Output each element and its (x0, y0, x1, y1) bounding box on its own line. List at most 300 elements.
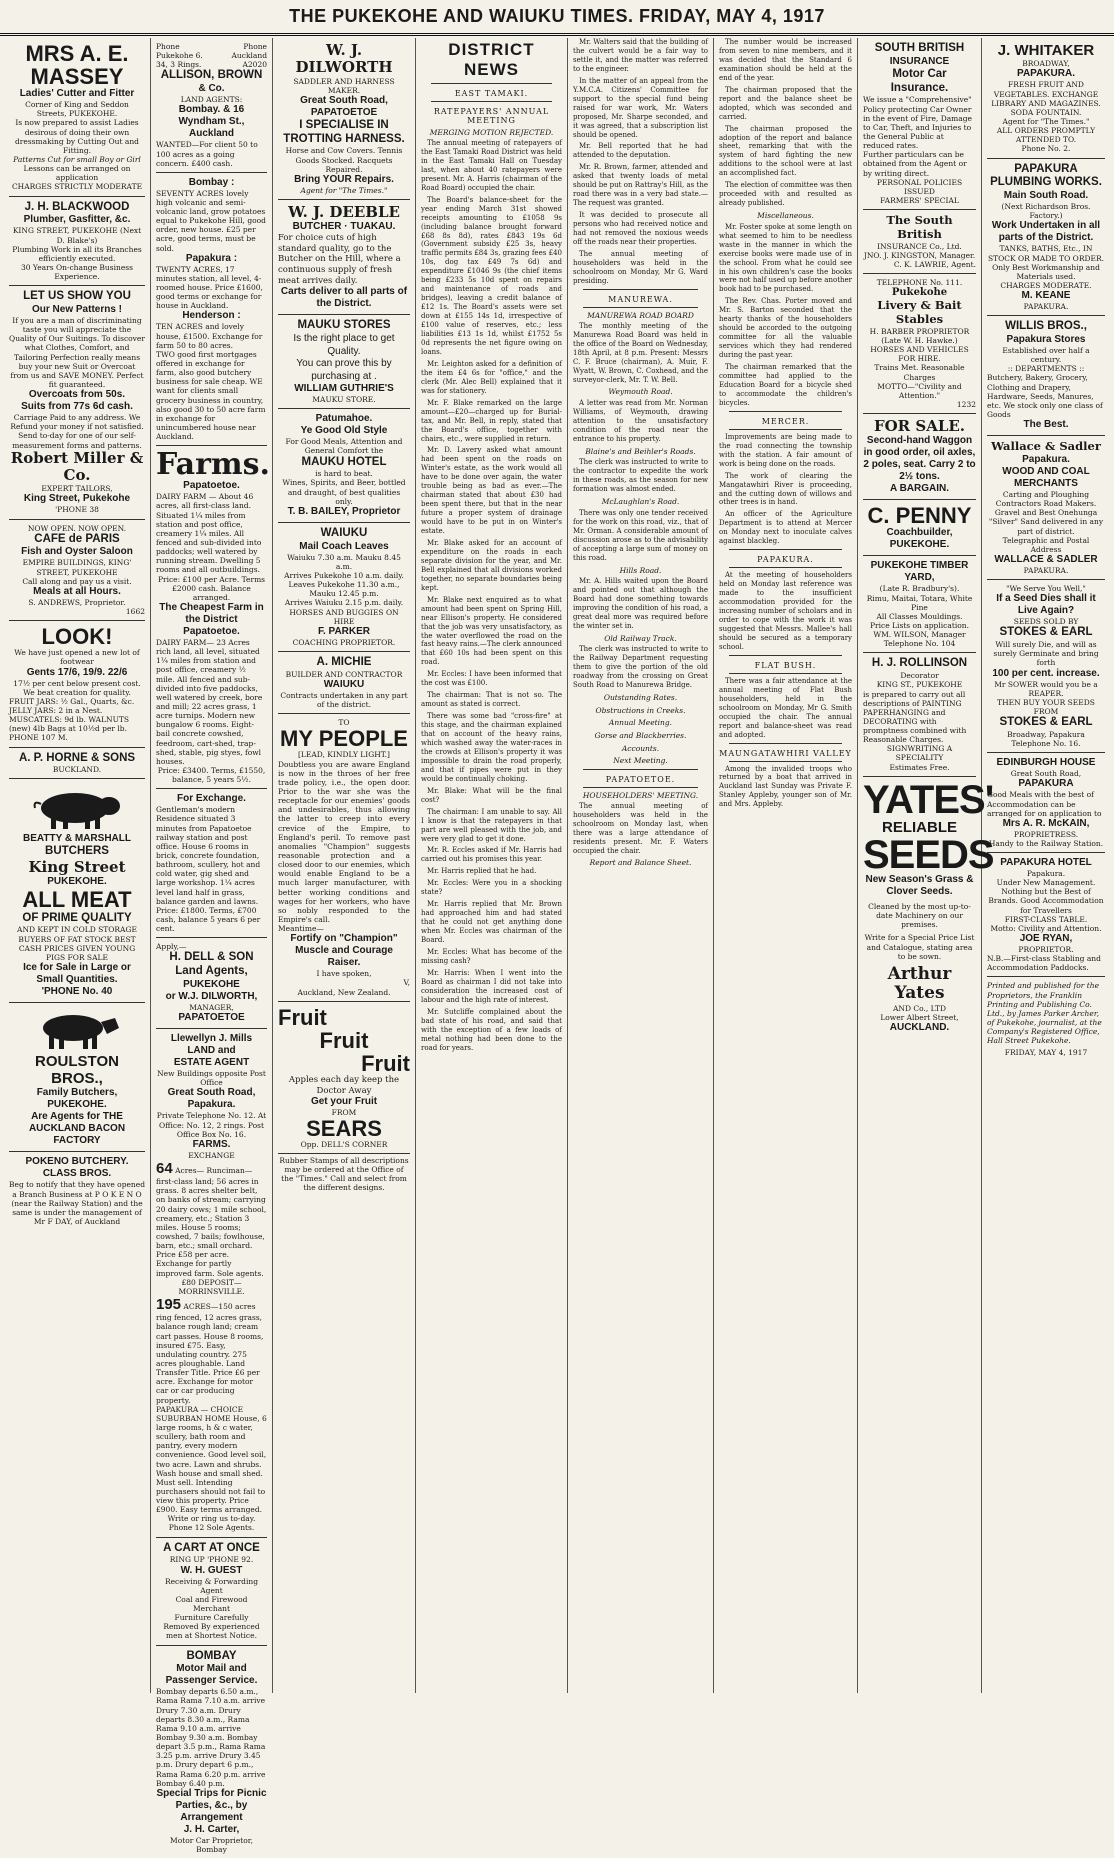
subhead: Report and Balance Sheet. (589, 858, 692, 868)
british2-ins: INSURANCE Co., Ltd. (877, 241, 962, 251)
timber-head: PUKEKOHE TIMBER YARD, (870, 560, 969, 584)
timber-phone: Telephone No. 104 (883, 639, 956, 649)
para: Mr. R. Brown, farmer, attended and asked that twenty loads of metal should be put on Rattray's Hill, as the road there was in a very bad state.—The request was granted. (573, 163, 708, 208)
para: Mr. R. Eccles asked if Mr. Harris had carried out his promises this year. (421, 846, 562, 864)
willis-stores: Papakura Stores (1006, 334, 1086, 346)
horne-ad (9, 748, 145, 780)
para: There was only one tender received for the work on this road, viz., that of Mr. Orman. A considerable amount of discussion arose as to the advisability of accepting a large sum of money on this road. (573, 508, 708, 562)
deeble-sub: BUTCHER · TUAKAU. (292, 221, 396, 233)
livery-prop: H. BARBER PROPRIETOR (Late W. H. Hawke.) (869, 326, 970, 345)
para: The chairman remarked that the committee had applied to the Education Board for a bicycle shed to accommodate the children's bicycles. (719, 363, 852, 407)
farms2-ex: EXCHANGE (188, 1150, 235, 1160)
look-disc: 17½ per cent below present cost. (13, 678, 141, 688)
bombay2-prop: Motor Car Proprietor, Bombay (170, 1835, 253, 1855)
cart-head: A CART AT ONCE (163, 1541, 260, 1554)
fruit-apples: Apples each day keep the Doctor Away (288, 1074, 400, 1096)
manurewa-sub: MANUREWA ROAD BOARD (587, 310, 694, 320)
edin-prop: PROPRIETRESS. (1013, 829, 1079, 839)
district-news-head: DISTRICT NEWS (448, 40, 535, 79)
people-to: TO (338, 718, 350, 728)
people-v: V, (403, 978, 410, 988)
bombay-motor-ad (156, 1646, 267, 1858)
wallace-name: Wallace & Sadler (991, 439, 1101, 454)
para: The chairman: I am unable to say. All I know is that the ratepayers in that part are well pleased with the job, and were very glad to get it done. (421, 807, 562, 843)
deeble-name: W. J. DEEBLE (288, 202, 400, 221)
wallace-ad (987, 436, 1105, 580)
allison-addr: Bombay. & 16 Wyndham St., Auckland (178, 104, 245, 140)
papakura-body (719, 571, 852, 652)
para: A letter was read from Mr. Norman Williams, of Weymouth, drawing attention to the unsatisfactory condition of the road near the entrance to his property. (573, 399, 708, 443)
miller-street: King Street, Pukekohe (23, 493, 131, 505)
column-3 (273, 38, 416, 1693)
michie-name: A. MICHIE (316, 655, 372, 668)
waiuku-head: WAIUKU (320, 526, 368, 539)
roulston-sub: Family Butchers, (36, 1087, 118, 1099)
farms2-t2: ACRES—150 acres ring fenced, 12 acres grass, balance rough land; cream cart passes. House 8 rooms, insured £75. Easy, undulating country. 275 acres ploughable. Land Transfer Title. Price £6 per acre. Exchange for motor car or car producing property. (156, 1302, 264, 1405)
whitaker-all: ALL ORDERS PROMPTLY ATTENDED TO. (996, 126, 1096, 145)
mills-name: Llewellyn J. Mills (170, 1033, 253, 1045)
para: At the meeting of householders held on Monday last reference was made to the insufficient accommodation provided for the increasing number of scholars and in order to cope with the work it was suggested that Messrs. Mallee's hall should be secured as a temporary school. (719, 571, 852, 651)
roulston-agents: Are Agents for THE AUCKLAND BACON FACTORY (28, 1111, 126, 1147)
para: Among the invalided troops who returned by a boat that arrived in Auckland last Sunday was Private F. Stanley Appleby, younger son of Mr. and Mrs. Appleby. (719, 764, 852, 809)
dilworth-agent: Agent for "The Times." (300, 185, 388, 195)
para: Mr. Eccles: Were you in a shocking state? (421, 879, 562, 897)
cafe-name: CAFE de PARIS (34, 532, 120, 545)
pokeno-sub: CLASS BROS. (42, 1168, 112, 1180)
plumb-tanks: TANKS, BATHS, Etc., IN STOCK OR MADE TO ORDER. (987, 244, 1104, 263)
newspaper-page (4, 38, 1110, 1855)
miller-phone: 'PHONE 38 (55, 505, 99, 515)
subhead: Next Meeting. (613, 756, 668, 766)
look-ad (9, 621, 145, 747)
dell-agents: Land Agents, (175, 965, 248, 978)
patumahoe-wines: Wines, Spirits, and Beer, bottled and draught, of best qualities only. (282, 478, 406, 506)
para: Mr. Bell reported that he had attended to the deputation. (573, 142, 708, 160)
stokes-then: THEN BUY YOUR SEEDS FROM (997, 697, 1095, 716)
pokeno-ad (9, 1152, 145, 1230)
column-6 (714, 38, 858, 1693)
willis-ad (987, 316, 1105, 436)
para: The annual meeting of ratepayers of the East Tamaki Road District was held in the East Tamaki Hall on Tuesday last, when about 40 ratepayers were present. Mr. A. Harris (chairman of the Road Board) occupied the chair. (421, 139, 562, 192)
livery-trains: Trains Met. Reasonable Charges (874, 363, 965, 382)
roulston-ad (9, 1003, 145, 1153)
rollinson-addr: KING ST., PUKEKOHE (876, 680, 963, 690)
mercer-body (719, 433, 852, 546)
look-phone: PHONE 107 M. (9, 733, 68, 743)
subhead: McLaughlan's Road. (601, 497, 680, 507)
plumb-town: PAPAKURA. (1023, 302, 1069, 312)
fruit-from: FROM (331, 1108, 357, 1118)
stokes-name: STOKES & EARL (999, 626, 1093, 639)
livery-horses: HORSES AND VEHICLES FOR HIRE. (870, 345, 969, 364)
rollinson-ad (863, 653, 976, 776)
patumahoe-prop: T. B. BAILEY, Proprietor (287, 505, 401, 517)
edin-handy: Handy to the Railway Station. (988, 838, 1104, 848)
willis-best: The Best. (1023, 419, 1069, 431)
para: The chairman proposed that the report and the balance sheet be adopted, which was seconded and carried. (719, 85, 852, 121)
michie-t: Contracts undertaken in any part of the district. (280, 690, 408, 710)
miller-text: If you are a man of discriminating taste you will appreciate the Quality of Our Suitings. To discover what Clothes, Comfort, and Tailoring Perfection really means buy your new Suit or Overcoat from us and SAVE MONEY. Perfect fit guaranteed. (9, 316, 145, 390)
para: There was a fair attendance at the annual meeting of Flat Bush householders, held in the schoolroom on Monday, Mr G. Smith occupied the chair. The annual report and balance-sheet was read and adopted. (719, 676, 852, 739)
people-ad (278, 714, 410, 1001)
bombay-t1: SEVENTY ACRES lovely high volcanic and semi-volcanic land, grow potatoes equal to Pukekohe Hill, good order, new house. £25 per acre, good terms, must be sold. (156, 188, 266, 253)
papakura-head: PAPAKURA. (757, 555, 814, 565)
dilworth-ad (278, 38, 410, 200)
para: The number would be increased from seven to nine members, and it was decided that the Standard 6 examination should be held at the end of the year. (719, 38, 852, 82)
whitaker-name: J. WHITAKER (997, 42, 1095, 59)
para: Mr. Blake asked for an account of expenditure on the roads in each separate division for the year, and Mr. Bell explained that all divisions worked together, no separate boundaries being kept. (421, 538, 562, 592)
mills-land: LAND and (187, 1045, 236, 1057)
edin-name: EDINBURGH HOUSE (996, 757, 1096, 769)
south-british-ad (863, 38, 976, 210)
edin-road: Great South Road, (1010, 769, 1082, 779)
miller-overcoats: Overcoats from 50s. (28, 389, 126, 401)
plumb-name2: M. KEANE (1021, 290, 1071, 302)
para: There was some bad "cross-fire" at this stage, and the chairman explained that on account of the heavy rains, which washed away the water-races in the crowds at Ellison's property it was impossible to drain the road properly, and that if pipes were put in they would be continually choking. (421, 712, 562, 783)
exchange-text: Gentleman's modern Residence situated 3 minutes from Papatoetoe railway station and post office. House 6 rooms in brick, concrete foundation, bathroom, scullery, hot and cold water, gig shed and large workshop. 1¼ acres level land half in grass, balance garden and lawns. Price: £1800. Terms, £700 cash, balance 5 years 6 per cent. (156, 805, 261, 934)
allison-phone2: Phone Auckland A2020 (231, 42, 267, 70)
para: An officer of the Agriculture Department is to attend at Mercer on Monday next to inoculate calves against blackleg. (719, 510, 852, 546)
massey-ad (9, 38, 145, 197)
exchange-ad (156, 789, 267, 938)
stokes-sower: Mr SOWER would you be a REAPER. (994, 679, 1098, 698)
dell-or: or W.J. DILWORTH, (165, 990, 258, 1002)
miller-lead2: Our New Patterns ! (31, 304, 123, 316)
wallace-town2: PAPAKURA. (1023, 565, 1069, 575)
wallace-cart: Carting and Ploughing Contractors Road Makers. (995, 489, 1097, 509)
beatty-street: King Street (28, 858, 126, 877)
hotel-name2: JOE RYAN, (1019, 933, 1073, 945)
waiuku-t4: Arrives Waiuku 2.15 p.m. daily. (284, 598, 404, 608)
pig-cut-icon (9, 786, 145, 830)
para: Mr. Blake: What will be the final cost? (421, 786, 562, 804)
plumbing-ad (987, 159, 1105, 317)
dilworth-name: W. J. DILWORTH (295, 41, 393, 77)
hotel-text: Nothing but the Best of Brands. Good Accommodation for Travellers (988, 887, 1104, 915)
para: The election of committee was then proceeded with and resulted as already published. (719, 181, 852, 208)
subhead: Old Railway Track. (604, 633, 677, 643)
rollinson-sign: SIGNWRITING A SPECIALITY (886, 744, 953, 763)
stokes-if: If a Seed Dies shall it Live Again? (996, 593, 1096, 617)
willis-est: Established over half a century. (1002, 346, 1090, 365)
maungatawhiri-head: MAUNGATAWHIRI VALLEY (719, 748, 852, 758)
plumb-road: Main South Road. (1003, 190, 1089, 202)
bombay-t4: TWO good first mortgages offered in exchange for farm, also good butchery business for sale cheap. WE want for clients small grocery business in country, also good 30 to 50 acre farm in exchange for unincumbered house near Auckland. (156, 349, 266, 442)
sale-t1: Second-hand Waggon in good order, oil axles, 2 poles, seat. Carry 2 to 2½ tons. (863, 435, 976, 483)
para: Mr. Leighton asked for a definition of the item £4 6s for "office," and the clerk (Mr. Alec Bell) explained that it was for stationery. (421, 359, 562, 395)
yates-new: New Season's Grass & Clover Seeds. (865, 874, 974, 898)
column-8 (982, 38, 1110, 1693)
cart-name: W. H. GUEST (180, 1564, 243, 1576)
column-7 (858, 38, 994, 1693)
papatoetoe-body (573, 802, 708, 868)
dilworth-spec: I SPECIALISE IN TROTTING HARNESS. (283, 118, 405, 145)
british-motor: Motor Car Insurance. (890, 67, 949, 94)
bombay2-special: Special Trips for Picnic Parties, &c., by Arrangement (156, 1787, 267, 1823)
british2-mgr: JNO. J. KINGSTON, Manager. (863, 250, 976, 260)
yates-write: Write for a Special Price List and Catalogue, stating area to be sown. (864, 933, 975, 961)
farms2-write: Write or ring us to-day. Phone 12 Sole Agents. (167, 1514, 256, 1533)
farms-t2: DAIRY FARM— 23 Acres rich land, all level, situated 1¼ miles from station and post office, creamery ½ mile. All fenced and sub-divided into five paddocks, well watered by creek, bore and mill; 22 acres grass, 1 acre turnips. Modern new bungalow 6 rooms. Eight-bail concrete cowshed, feedroom, cart-shed, trap-shed, stable, pig styes, fowl houses. (156, 637, 263, 766)
fruit-ad (278, 1002, 410, 1196)
imprint-date: FRIDAY, MAY 4, 1917 (1004, 1048, 1088, 1058)
mauku-head: MAUKU STORES (297, 319, 391, 332)
livery-ad (863, 274, 976, 414)
subhead: Miscellaneous. (757, 211, 814, 221)
mills-text: New Buildings opposite Post Office (157, 1069, 266, 1088)
blackwood-ad (9, 197, 145, 287)
fruit-word-3: Fruit (361, 1050, 410, 1076)
para: The Rev. Chas. Porter moved and Mr. S. Barton seconded that the hearty thanks of the householders should be accorded to the outgoing committee for all the valuable services which they had rendered during the past year. (719, 297, 852, 360)
people-spoken: I have spoken, (316, 969, 372, 979)
whitaker-soda: SODA FOUNTAIN. (1010, 107, 1082, 117)
para: Mr. Sutcliffe complained about the bad state of his road, and said that with the exception of a few loads of metal nothing had been done to the road for years. (421, 1007, 562, 1052)
para: The work of clearing the Mangatawhiri River is proceeding, and the cutting down of willows and other trees is in hand. (719, 471, 852, 507)
dell-apply: Apply,— (156, 942, 187, 952)
dell-name: H. DELL & SON (169, 951, 254, 964)
stokes-pct: 100 per cent. increase. (992, 667, 1100, 679)
mills-addr: Great South Road, Papakura. (167, 1087, 256, 1111)
timber-ad (863, 556, 976, 653)
blackwood-text: Plumbing Work in all its Branches efficiently executed. (12, 244, 142, 263)
hotel-town: Papakura. (1026, 869, 1066, 879)
allison-phones (156, 42, 267, 69)
masthead-title: THE PUKEKOHE AND WAIUKU TIMES. FRIDAY, MAY 4, 1917 (289, 6, 825, 26)
whitaker-street: BROADWAY, (1022, 59, 1070, 69)
cafe-meals: Meals at all Hours. (33, 585, 121, 597)
east-tamaki-head: EAST TAMAKI. (454, 89, 529, 98)
miller-lead: LET US SHOW YOU (23, 290, 131, 303)
bombay-head3: Henderson : (182, 310, 241, 322)
papatoetoe-head: PAPATOETOE. (605, 774, 676, 784)
bombay2-head: BOMBAY (186, 1649, 237, 1662)
beatty-sub: BUTCHERS (45, 845, 109, 858)
livery-motto: MOTTO—"Civility and Attention." (877, 381, 962, 400)
blackwood-name: J. H. BLACKWOOD (24, 200, 130, 213)
willis-t: Butchery, Bakery, Grocery, Clothing and Drapery, Hardware, Seeds, Manures, etc. We stock only one class of Goods (987, 373, 1103, 420)
para: Mr. F. Blake remarked on the large amount—£20—charged up for Burial-tax, and Mr. Bell, in reply, stated that the Board's office, together with chairs, etc., were supplied in return. (421, 398, 562, 443)
penny-town: PUKEKOHE. (889, 539, 950, 551)
farms-t1: DAIRY FARM — About 46 acres, all first-class land. Situated 1¼ miles from station and post office, creamery 1¼ miles. All fenced and sub-divided into paddocks; well watered by running stream. Dwelling 5 rooms and all outbuildings. (156, 492, 262, 575)
para: Mr. Eccles: What has become of the missing cash? (421, 948, 562, 965)
para: The annual meeting of householders was held in the schoolroom on Monday last, when there was a large attendance of residents present. Mr. F. Waters occupied the chair. (573, 801, 708, 855)
michie-town: WAIUKU (323, 678, 365, 690)
cow-cut-icon (9, 1010, 145, 1050)
timber-price: Price Lists on application. (870, 621, 969, 630)
para: Mr. Walters said that the building of the culvert would be a fair way to settle it, and the matter was referred to the engineer. (573, 38, 708, 73)
bombay-land-ad (156, 173, 267, 447)
patumahoe-head: Patumahoe. (315, 413, 373, 425)
mercer-head: MERCER. (761, 416, 810, 426)
rollinson-sub: Decorator (900, 671, 939, 681)
mills-estate: ESTATE AGENT (173, 1057, 250, 1069)
subhead: Annual Meeting. (608, 718, 673, 728)
cafe-prop: S. ANDREWS, Proprietor. (28, 597, 126, 607)
wallace-gravel: Gravel and Best Onehunga "Silver" Sand delivered in any part of district. (988, 508, 1104, 536)
look-fruit: FRUIT JARS: ½ Gal., Quarts, &c. JELLY JARS: 2 in a Nest. MUSCATELS: 9d lb. WALNUTS (new) 4lb Bags at 10½d per lb. (9, 696, 135, 734)
mauku-hotel-ad (278, 409, 410, 523)
plumb-name: PAPAKURA PLUMBING WORKS. (990, 162, 1102, 189)
penny-sub: Coachbuilder, (886, 527, 953, 539)
edin-town: PAPAKURA (1018, 778, 1074, 790)
massey-lesson: Lessons can be arranged on application (23, 164, 131, 183)
beatty-name: BEATTY & MARSHALL (23, 833, 131, 845)
bombay2-name: J. H. Carter, (183, 1823, 240, 1835)
livery-num: 1232 (956, 399, 976, 409)
penny-name: C. PENNY (867, 503, 972, 529)
farms-p1: Price: £100 per Acre. Terms £2000 cash. Balance arranged. (157, 574, 266, 602)
manurewa-body (573, 322, 708, 766)
miller-sub: EXPERT TAILORS, (41, 484, 113, 494)
hotel-prop: PROPRIETOR. (1018, 945, 1074, 955)
people-place: Auckland, New Zealand. (297, 987, 391, 997)
miller-ad (9, 286, 145, 519)
farms-cheap: The Cheapest Farm in the District (159, 601, 264, 625)
bombay-head2: Papakura : (185, 252, 238, 264)
mauku-t1: Is the right place to get Quality. (293, 333, 395, 357)
sale-bargain: A BARGAIN. (889, 483, 950, 495)
imprint-text: Printed and published for the Proprietors, the Franklin Printing and Publishing Co. Ltd., by James Parker Archer, of Pukekohe, journalist, at the Company's Registered Office, Hall Street Pukekohe. (987, 981, 1102, 1046)
edinburgh-ad (987, 753, 1105, 853)
rollinson-est: Estimates Free. (889, 762, 950, 772)
british2-name: The South British (886, 213, 953, 241)
for-sale-ad (863, 414, 976, 500)
blackwood-addr: KING STREET, PUKEKOHE (Next D. Blake's) (12, 226, 142, 245)
yates-ad (863, 777, 994, 1038)
subhead: Gorse and Blackberries. (594, 730, 687, 740)
wallace-addr: WALLACE & SADLER (994, 553, 1098, 565)
waiuku-horses: HORSES AND BUGGIES ON HIRE (289, 607, 399, 626)
hotel-motto: Motto: Civility and Attention. (990, 923, 1102, 933)
papatoetoe-sub: HOUSEHOLDERS' MEETING. (582, 790, 699, 800)
farms2-num2: 195 (156, 1296, 182, 1313)
penny-ad (863, 500, 976, 556)
yates-town: AUCKLAND. (889, 1022, 950, 1034)
sale-head: FOR SALE. (873, 417, 966, 436)
para: The chairman: That is not so. The amount as stated is correct. (421, 691, 562, 709)
cafe-call: Call along and pay us a visit. (22, 576, 132, 586)
people-meantime: Meantime— (278, 924, 324, 934)
subhead: Obstructions in Creeks. (595, 705, 686, 715)
manurewa-head: MANUREWA. (608, 294, 673, 304)
whitaker-ad (987, 38, 1105, 159)
mills-phone: Private Telephone No. 12. At Office: No. 12, 2 rings. Post Office Box No. 16. (156, 1111, 267, 1139)
farms2-dep: £80 DEPOSIT—MORRINSVILLE. (178, 1277, 245, 1296)
bombay-head: Bombay : (188, 176, 235, 188)
masthead (0, 0, 1114, 36)
fruit-get: Get your Fruit (310, 1096, 378, 1108)
para: It was decided to prosecute all persons who had received notice and had not removed the noxious weeds off the roads near their properties. (573, 211, 708, 247)
horne-name: A. P. HORNE & SONS (18, 751, 136, 764)
horne-sub: BUCKLAND. (52, 765, 102, 775)
para: Mr. Eccles: I have been informed that the cost was £100. (421, 670, 562, 688)
massey-patterns: Patterns Cut for small Boy or Girl (13, 155, 141, 165)
col6-body-1 (719, 38, 852, 408)
yates-reliable: RELIABLE (882, 818, 957, 836)
farms2-t1: Acres— Runciman— first-class land; 56 acres in grass. 8 acres shelter belt, on banks of stream; carrying 20 dairy cows; 1 mile school, creamery, etc.; Station 3 miles. House 5 rooms; cowshed, 7 bails; fowlhouse, barn, etc.; small orchard. Price £58 per acre. Exchange for partly improved farm. Sole agents. (156, 1165, 267, 1278)
people-head: MY PEOPLE (280, 726, 408, 752)
farms-loc: Papatoetoe. (183, 480, 240, 492)
waiuku-prop: COACHING PROPRIETOR. (292, 637, 396, 647)
massey-sub: Ladies' Cutter and Fitter (19, 88, 135, 100)
subhead: Blaine's and Beihler's Roads. (585, 446, 696, 456)
para: Mr. Harris replied that Mr. Brown had approached him and had stated that he could not get anything done when Mr. Eccles was chairman of the Board. (421, 900, 562, 945)
patumahoe-name: MAUKU HOTEL (301, 455, 387, 468)
beatty-phone: 'PHONE No. 40 (41, 985, 113, 997)
beatty-prices: BUYERS OF FAT STOCK BEST CASH PRICES GIVEN YOUNG PIGS FOR SALE (18, 934, 136, 962)
livery-head: Livery & Bait Stables (877, 298, 962, 327)
dell-town: PUKEKOHE (183, 978, 240, 990)
rollinson-text: is prepared to carry out all descriptions of PAINTING PAPERHANGING and DECORATING with promptness combined with Reasonable Charges. (863, 689, 967, 745)
waiuku-t1: Waiuku 7.30 a.m. Mauku 8.45 a.m. (287, 552, 401, 571)
para: Mr. Foster spoke at some length on what seemed to him to be needless waste in the manner in which the exercise books were made use of in the school. From what he could see in his own children's case the books were not half used up before another book had to be purchased. (719, 222, 852, 294)
mauku-guthrie: WILLIAM GUTHRIE'S (294, 383, 394, 395)
hotel-first: FIRST-CLASS TABLE. (1004, 914, 1088, 924)
blackwood-sub: Plumber, Gasfitter, &c. (23, 214, 131, 226)
pokeno-text: Beg to notify that they have opened a Branch Business at P O K E N O (near the Railway Station) and the same is under the management of Mr F DAY, of Auckland (9, 1180, 146, 1226)
allison-name: ALLISON, BROWN (160, 69, 263, 82)
massey-text: Is now prepared to assist Ladies desirous of doing their own dressmaking by Cutting Out and Fitting. (15, 118, 139, 155)
hotel-name: PAPAKURA HOTEL (1000, 857, 1092, 869)
cafe-ad (9, 520, 145, 622)
para: Mr. D. Lavery asked what amount had been spent on the roads on Winter's estate, as the work would all have to be done over again, the water trouble being as bad as ever.—The chairman stated that about £30 had been spent there, but that in the near future a proper system of drainage would have to be put in on Winter's estate. (421, 446, 562, 536)
british-text: We issue a "Comprehensive" Policy protecting Car Owner in the event of Fire, Damage to Car, Theft, and Injuries to the General Public at reduced rates. (863, 95, 972, 151)
whitaker-text: FRESH FRUIT AND VEGETABLES. EXCHANGE LIBRARY AND MAGAZINES. (991, 80, 1101, 108)
para: Mr. Blake next enquired as to what amount had been spent on Spring Hill, near Ellison's property. He considered that the job was very unsatisfactory, as the water overflowed the road on the fast heavy rains.—The clerk announced that £60 10s had been spent on this road. (421, 595, 562, 667)
massey-charges: CHARGES STRICTLY MODERATE (11, 182, 143, 192)
cafe-open: NOW OPEN. NOW OPEN. (27, 523, 127, 533)
fruit-word-1: Fruit (278, 1004, 327, 1030)
allison-ad (156, 38, 267, 173)
dell-mgr: MANAGER, (189, 1002, 234, 1012)
pokeno-head: POKENO BUTCHERY. (25, 1156, 129, 1168)
para: Mr. Harris replied that he had. (427, 867, 537, 876)
para: The monthly meeting of the Manurewa Road Board was held in the office of the Board on Wednesday, 18th April, at 8 p.m. Present: Messrs C. F. Bruce (chairman), A. Muir, F. Wyatt, W. Brown, C. Coxhead, and the surveyor-clerk, Mr. T. W. Bell. (573, 321, 709, 384)
farms-ad (156, 446, 270, 789)
cafe-addr: EMPIRE BUILDINGS, KING' STREET, PUKEKOHE (22, 558, 132, 577)
allison-phone: Phone Pukekohe 6. 34, 3 Rings. (156, 42, 203, 70)
plumb-work: Work Undertaken in all parts of the District. (991, 220, 1101, 244)
col5-body-1 (573, 38, 708, 286)
timber-all: All Classes Mouldings. (876, 611, 963, 621)
whitaker-phone: Phone No. 2. (1021, 144, 1071, 154)
fruit-opp: Opp. DELL'S CORNER (300, 1140, 388, 1150)
beatty-town: PUKEKOHE. (47, 876, 107, 888)
farms2-num: 64 (156, 1159, 173, 1177)
bombay2-t: Bombay departs 6.50 a.m., Rama Rama 7.10 a.m. arrive Drury 7.30 a.m. Drury departs 8.30 a.m., Rama Rama 9.10 a.m. arrive Bombay 9.30 a.m. Bombay depart 3.5 p.m., Rama Rama 3.25 p.m. arrive Drury 3.45 p.m. Drury depart 6 p.m., Rama Rama 6.20 p.m. arrive Bombay 6.40 p.m. (156, 1687, 266, 1788)
willis-name: WILLIS BROS., (1005, 320, 1087, 333)
para: The clerk was instructed to write to the Railway Department requesting them to give the portion of the old roadway from the crossing on Great South Road to Manurewa Bridge. (573, 645, 708, 690)
timber-sub: (Late R. Bradbury's). (879, 584, 960, 594)
miller-name: Robert Miller & Co. (10, 448, 144, 484)
edin-name2: Mrs A. R. McKAIN, (1002, 817, 1090, 829)
edin-text: Good Meals with the best of Accommodation can be arranged for on application to (987, 790, 1102, 818)
dilworth-sub: SADDLER AND HARNESS MAKER. (293, 76, 395, 95)
waiuku-name: F. PARKER (317, 625, 371, 637)
farms-loc2: Papatoetoe. (183, 625, 240, 637)
dilworth-bring: Bring YOUR Repairs. (294, 173, 394, 185)
flat-bush-head: FLAT BUSH. (754, 660, 817, 670)
michie-ad (278, 652, 410, 714)
mauku-store: MAUKU STORE. (312, 395, 376, 405)
british-further: Further particulars can be obtained from the Agent or by writing direct. (863, 150, 967, 178)
para: The chairman proposed the adoption of the report and balance sheet, remarking that with the system of hard fighting the new additions to the school were at last an accomplished fact. (719, 124, 852, 178)
allison-co: & Co. (198, 83, 225, 95)
wallace-town: Papakura. (1022, 453, 1070, 465)
wallace-tele: Telegraphic and Postal Address (1002, 535, 1090, 554)
plumb-only: Only Best Workmanship and Materials used. (992, 262, 1100, 281)
beatty-meat1: ALL MEAT (22, 887, 132, 913)
